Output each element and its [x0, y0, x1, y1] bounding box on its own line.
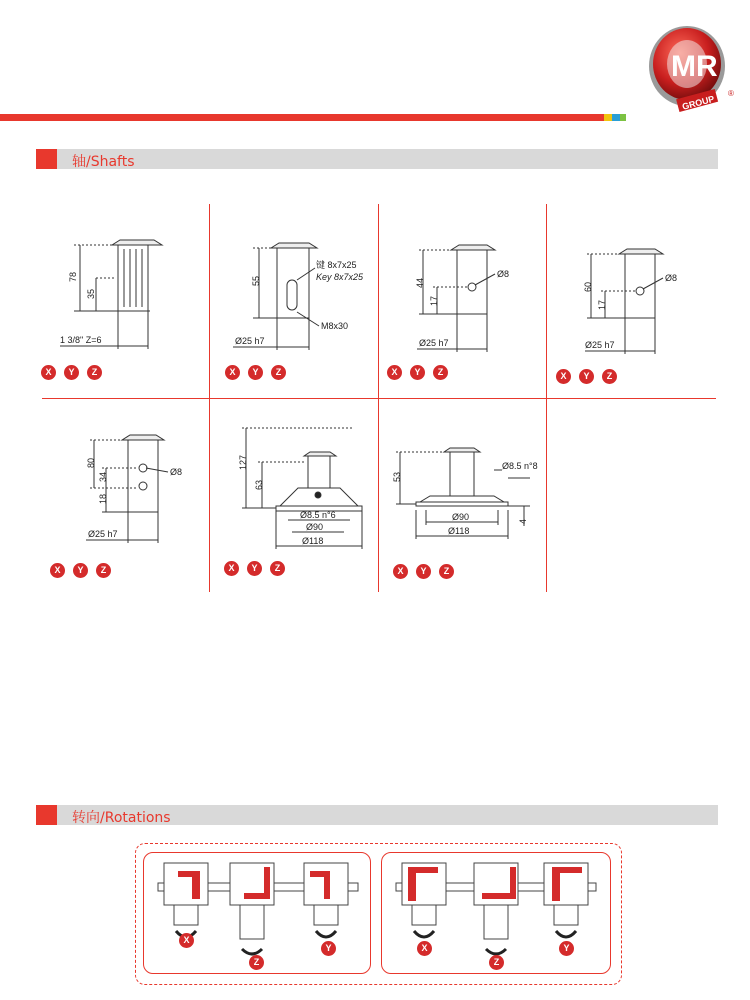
axis-badge-x: X [224, 561, 239, 576]
shaft-drawing-3 [395, 240, 545, 355]
section-rotations-header [36, 805, 718, 825]
header-accent-yellow [604, 114, 612, 121]
dim-label: Ø25 h7 [88, 529, 118, 539]
dim-label: Ø90 [452, 512, 470, 522]
dim-label: 17 [597, 299, 607, 310]
dim-label: 键 8x7x25 [316, 260, 357, 270]
shaft-drawing-6 [220, 420, 370, 555]
dim-label: 18 [98, 493, 108, 504]
header-rule [0, 114, 604, 121]
registered-mark: ® [728, 89, 734, 98]
header-accent-blue [612, 114, 620, 121]
rotation-badge: Z [489, 955, 504, 970]
rotation-badge: X [179, 933, 194, 948]
axis-badge-z: Z [439, 564, 454, 579]
axis-badge-y: Y [416, 564, 431, 579]
rotation-group-2 [381, 852, 611, 974]
axis-badge-x: X [225, 365, 240, 380]
axis-badge-z: Z [602, 369, 617, 384]
dim-label: Ø118 [448, 526, 470, 536]
dim-label: 60 [583, 281, 593, 292]
shaft-drawing-7 [390, 440, 545, 555]
dim-label: Key 8x7x25 [316, 272, 364, 282]
dim-label: 127 [238, 454, 248, 470]
dim-label: 63 [254, 479, 264, 490]
axis-badge-x: X [41, 365, 56, 380]
dim-label: Ø8 [497, 269, 510, 279]
section-marker [36, 805, 57, 825]
axis-badges [50, 560, 119, 578]
header-accent-green [620, 114, 626, 121]
axis-badge-z: Z [270, 561, 285, 576]
axis-badge-y: Y [410, 365, 425, 380]
dim-label: 44 [415, 277, 425, 288]
rotation-badge: Y [559, 941, 574, 956]
dim-label: Ø8 [170, 467, 183, 477]
logo-text: MR [671, 50, 718, 83]
shaft-drawing-2 [225, 238, 375, 353]
shaft-drawing-1 [50, 235, 210, 350]
axis-badge-z: Z [271, 365, 286, 380]
axis-badge-x: X [556, 369, 571, 384]
shaft-drawing-5 [80, 432, 220, 547]
dim-label: Ø8.5 n°6 [300, 510, 336, 520]
dim-label: 4 [518, 518, 528, 524]
section-title: 轴/Shafts [72, 154, 135, 170]
dim-label: 1 3/8" Z=6 [60, 335, 102, 345]
dim-label: Ø118 [302, 536, 324, 546]
section-marker [36, 149, 57, 169]
axis-badge-y: Y [579, 369, 594, 384]
rotation-group-1 [143, 852, 371, 974]
axis-badge-x: X [393, 564, 408, 579]
dim-label: M8x30 [321, 321, 349, 331]
logo-group-label: GROUP [681, 93, 716, 112]
shaft-drawing-4 [563, 244, 713, 359]
dim-label: 35 [86, 288, 96, 299]
axis-badge-z: Z [96, 563, 111, 578]
axis-badge-x: X [387, 365, 402, 380]
rotation-badge: X [417, 941, 432, 956]
axis-badges [556, 366, 625, 384]
grid-divider-h [42, 398, 716, 399]
axis-badges [41, 362, 110, 380]
dim-label: 78 [68, 271, 78, 282]
axis-badges [224, 558, 293, 576]
dim-label: 34 [98, 471, 108, 482]
axis-badge-y: Y [73, 563, 88, 578]
axis-badge-y: Y [64, 365, 79, 380]
dim-label: Ø90 [306, 522, 324, 532]
dim-label: 17 [429, 295, 439, 306]
axis-badge-x: X [50, 563, 65, 578]
axis-badges [393, 561, 462, 579]
axis-badge-y: Y [247, 561, 262, 576]
dim-label: 53 [392, 471, 402, 482]
dim-label: Ø25 h7 [235, 336, 265, 346]
section-title: 转向/Rotations [72, 810, 171, 826]
dim-label: Ø25 h7 [585, 340, 615, 350]
section-shafts-header [36, 149, 718, 169]
rotation-badge: Z [249, 955, 264, 970]
dim-label: 55 [251, 275, 261, 286]
rotation-badge: Y [321, 941, 336, 956]
dim-label: Ø8.5 n°8 [502, 461, 538, 471]
axis-badge-y: Y [248, 365, 263, 380]
axis-badge-z: Z [433, 365, 448, 380]
axis-badges [225, 362, 294, 380]
axis-badge-z: Z [87, 365, 102, 380]
brand-logo [645, 10, 740, 120]
dim-label: 80 [86, 457, 96, 468]
axis-badges [387, 362, 456, 380]
dim-label: Ø25 h7 [419, 338, 449, 348]
dim-label: Ø8 [665, 273, 678, 283]
